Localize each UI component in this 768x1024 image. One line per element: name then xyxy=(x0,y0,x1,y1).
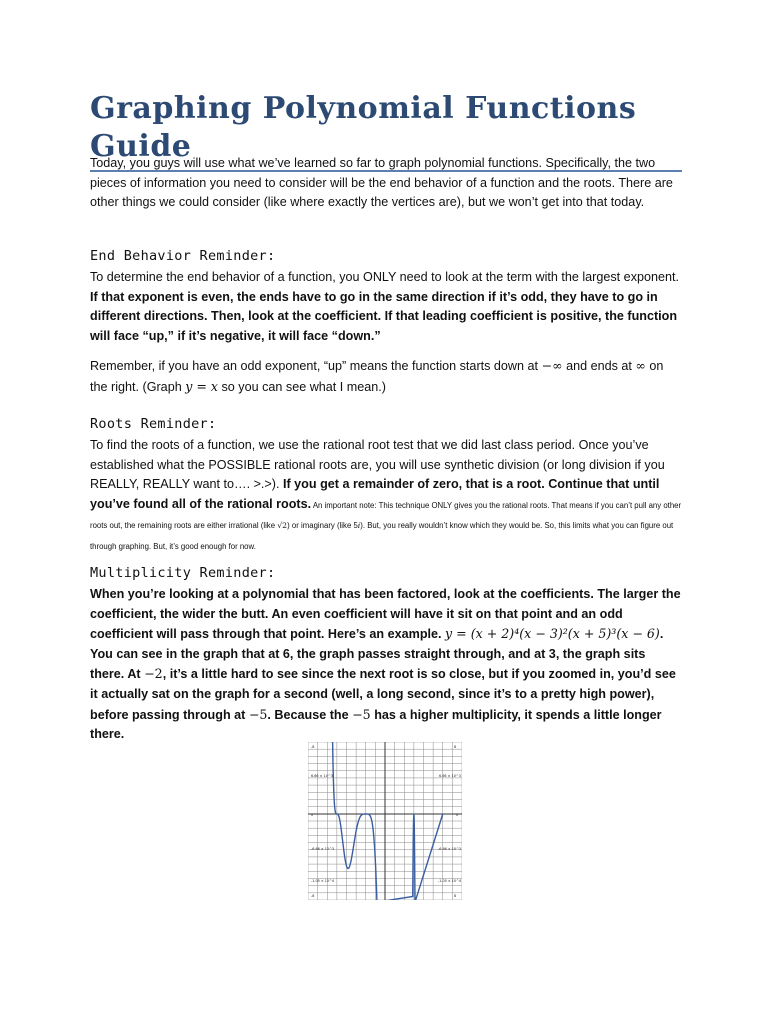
factored-equation: y = (x + 2)⁴(x − 3)²(x + 5)³(x − 6) xyxy=(445,626,660,642)
imaginary-i: i xyxy=(357,521,361,531)
tick-label-y-lower-right: -6.66 × 10^3 xyxy=(438,847,462,851)
page-title: Graphing Polynomial Functions Guide xyxy=(90,91,637,164)
roots-text-a: To find the roots of a function, we use the rational root test that we did last class period. Once you’ve established what the POSSIBLE rational roots are, you will use synthetic division (or long division if you REALLY, REALLY want to…. >.>). xyxy=(90,438,665,492)
intro-block xyxy=(90,154,682,213)
end-behavior-section xyxy=(90,246,682,398)
graph-svg xyxy=(308,742,462,900)
end-behavior-text-b: If that exponent is even, the ends have to go in the same direction if it’s odd, they have to go in different directions. Then, look at the coefficient. If that leading coefficient is positive, the function will face “up,” if it’s negative, it will face “down.” xyxy=(90,289,678,343)
roots-note-c: ). But, you really wouldn’t know which they would be. So, this limits what you can figure out through graphing. But, it’s good enough for now. xyxy=(90,521,674,551)
tick-label-x-min-bottom: -8 xyxy=(311,894,315,898)
roots-section xyxy=(90,414,682,557)
end-behavior-paragraph xyxy=(90,268,682,346)
tick-label-x-min-top: -8 xyxy=(311,745,315,749)
sqrt-two: √2 xyxy=(277,521,288,531)
value-neg-2: −2 xyxy=(144,666,163,682)
roots-note-b: ) or imaginary (like 5 xyxy=(287,521,358,531)
tick-label-x-max-bottom: 8 xyxy=(454,894,457,898)
multiplicity-section xyxy=(90,563,682,745)
end-behavior-remember-paragraph xyxy=(90,356,682,397)
roots-note-a: An important note: This technique ONLY gives you the rational roots. That means if you can’t pull any other roots out, the remaining roots are either irrational (like xyxy=(90,500,682,531)
end-behavior-text-a: To determine the end behavior of a function, you ONLY need to look at the term with the largest exponent. xyxy=(90,270,680,284)
multiplicity-text-e: has a higher multiplicity, it spends a little longer there. xyxy=(90,707,662,742)
multiplicity-text-a: When you’re looking at a polynomial that has been factored, look at the coefficients. The larger the coefficient, the wider the butt. An even coefficient will have it sit on that point and an odd coefficient will pass through that point. Here’s an example. xyxy=(90,587,681,642)
end-behavior-heading: End Behavior Reminder: xyxy=(90,248,276,264)
multiplicity-text-d: . Because the xyxy=(267,707,353,722)
multiplicity-heading: Multiplicity Reminder: xyxy=(90,565,276,581)
polynomial-graph xyxy=(308,742,462,900)
tick-label-y-bottom-left: -1.05 × 10^4 xyxy=(311,879,335,883)
tick-label-y-upper-left: 6.66 × 10^3 xyxy=(311,774,333,778)
multiplicity-paragraph xyxy=(90,585,682,745)
remember-text-a: Remember, if you have an odd exponent, “up” means the function starts down at xyxy=(90,359,542,374)
tick-label-zero-left: 0 xyxy=(311,813,314,817)
roots-heading: Roots Reminder: xyxy=(90,416,217,432)
remember-text-b: and ends at xyxy=(562,359,636,374)
neg-infinity: −∞ xyxy=(541,358,563,374)
tick-label-y-upper-right: 6.66 × 10^3 xyxy=(439,774,461,778)
infinity: ∞ xyxy=(635,358,646,374)
roots-text-b: If you get a remainder of zero, that is a root. Continue that until you’ve found all of the rational roots. xyxy=(90,477,660,511)
equation-y-equals-x: y = x xyxy=(185,378,218,394)
tick-label-x-max-top: 8 xyxy=(454,745,457,749)
intro-paragraph: Today, you guys will use what we’ve learned so far to graph polynomial functions. Specifically, the two pieces of information you need to consider will be the end behavior of a function and the roots. There are other things we could consider (like where exactly the vertices are), but we won’t get into that today. xyxy=(90,156,673,210)
tick-label-y-lower-left: -6.66 × 10^3 xyxy=(311,847,335,851)
multiplicity-text-b: . You can see in the graph that at 6, the graph passes straight through, and at 3, the graph sits there. At xyxy=(90,627,664,682)
tick-label-y-bottom-right: -1.05 × 10^4 xyxy=(438,879,462,883)
value-neg-5-b: −5 xyxy=(352,706,371,722)
roots-paragraph xyxy=(90,436,682,557)
tick-label-zero-right: 0 xyxy=(456,813,459,817)
multiplicity-text-c: , it’s a little hard to see since the next root is so close, but if you zoomed in, you’d see it actually sat on the graph for a second (well, a long second, since it’s to a pretty high power), before passing through at xyxy=(90,667,676,722)
value-neg-5-a: −5 xyxy=(248,706,268,722)
remember-text-c: on the right. (Graph xyxy=(90,359,664,394)
remember-text-d: so you can see what I mean.) xyxy=(217,379,386,394)
